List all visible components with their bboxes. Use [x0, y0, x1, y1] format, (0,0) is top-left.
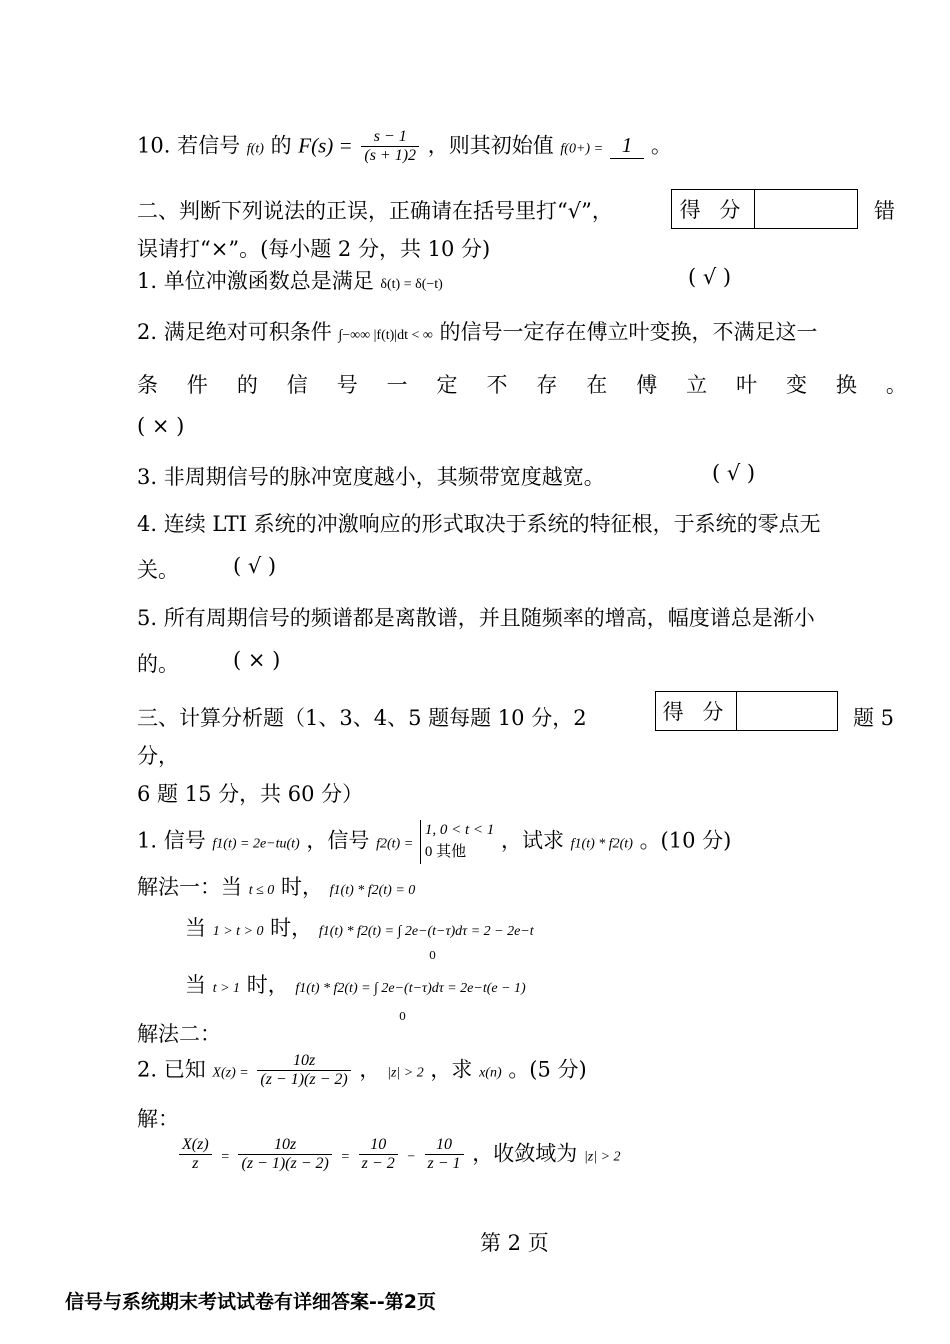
s2-char: 傅: [636, 373, 658, 397]
sol1-shi: 时，: [280, 875, 323, 899]
sol3-n2: 10: [359, 1136, 398, 1155]
sol1-line3: [185, 969, 526, 999]
q10-fraction: [361, 128, 419, 166]
s2-item-2-text: 2. 满足绝对可积条件: [137, 320, 332, 344]
section3-score-box: [655, 691, 838, 731]
sol1-when: 当: [185, 973, 206, 997]
s2-char: 变: [785, 373, 807, 397]
section3-title: 三、计算分析题（1、3、4、5 题每题 10 分，2: [137, 706, 587, 730]
p1-text: 1. 信号: [137, 828, 206, 853]
q10-den: (s + 1)2: [364, 147, 417, 165]
p2-den: (z − 1)(z − 2): [260, 1071, 348, 1089]
q10-num: s − 1: [361, 128, 419, 147]
s2-item-4-answer: ( √ ): [233, 554, 277, 578]
sol3-label: 解：: [137, 1107, 179, 1131]
section3-title-tail: 题 5: [853, 706, 895, 730]
q10-answer: 1: [610, 133, 645, 159]
s2-char: 在: [586, 373, 608, 397]
p1-case1: 1, 0 < t < 1: [424, 822, 495, 838]
s2-item-2-text-b: 的信号一定存在傅立叶变换，不满足这一: [439, 320, 818, 344]
s2-item-2-line2: [137, 369, 907, 399]
sol3-f1: [238, 1136, 331, 1174]
q10-end: 。: [650, 133, 672, 158]
page-number: 第 2 页: [480, 1231, 549, 1255]
q10-de: 的: [270, 133, 292, 158]
sol3-line: $\frac{X(z)}{z}$ = $\frac{10z}{(z - 1)(z - 2)}$ = $\frac{10}{z - 2}$ − $\frac{10}{z - 1}$ ，收敛域为 |z| > 2: [177, 1136, 621, 1174]
p1-conv: f1(t) * f2(t): [570, 836, 633, 852]
section2-title-line2: 误请打“×”。(每小题 2 分，共 10 分): [137, 237, 491, 261]
p1-text-b: ，信号: [306, 828, 370, 853]
p2-x: x(n): [479, 1065, 502, 1081]
sol3-f3: [425, 1136, 464, 1174]
s2-char: 叶: [736, 373, 758, 397]
sol1-label: 解法一：当: [137, 875, 242, 899]
section2-title: 二、判断下列说法的正误，正确请在括号里打“√”，: [137, 199, 613, 223]
s2-char: 件: [186, 373, 208, 397]
p1-text-d: 。(10 分): [639, 828, 732, 853]
question-10: [137, 128, 672, 166]
section3-title-line3: 6 题 15 分，共 60 分）: [137, 782, 364, 806]
p2-text-c: 。(5 分): [508, 1057, 587, 1082]
sol3-text: ，收敛域为: [472, 1141, 578, 1166]
sol3-d1: (z − 1)(z − 2): [241, 1155, 329, 1173]
sol1-cond0: t ≤ 0: [248, 883, 275, 898]
s2-char: 一: [386, 373, 408, 397]
p2-text-b: ，求: [430, 1057, 473, 1082]
sol3-d3: z − 1: [427, 1155, 461, 1173]
s2-item-4-text-b: 关。: [137, 558, 179, 582]
s2-char: 信: [286, 373, 308, 397]
sol3-f2: [359, 1136, 398, 1174]
s2-char: 条: [137, 373, 158, 397]
p1-f1: f1(t) = 2e−tu(t): [212, 836, 300, 852]
s2-char: 的: [236, 373, 258, 397]
sol1-lower-limit: 0: [429, 949, 436, 962]
score-label: 得 分: [656, 692, 737, 730]
s2-item-5-text-b: 的。: [137, 652, 179, 676]
s2-item-1-text: 1. 单位冲激函数总是满足: [137, 269, 374, 293]
s2-item-4-text: 4. 连续 LTI 系统的冲激响应的形式取决于系统的特征根，于系统的零点无: [137, 512, 821, 536]
section2-title-tail: 错: [874, 199, 895, 223]
q10-mid: ，则其初始值: [427, 133, 554, 158]
s2-item-3-text: 3. 非周期信号的脉冲宽度越小，其频带宽度越宽。: [137, 465, 605, 489]
score-cell: [737, 692, 837, 730]
s3-problem-1: [137, 820, 731, 864]
s2-item-1: [137, 265, 443, 295]
p1-text-c: ，试求: [500, 828, 564, 853]
s2-char: 不: [486, 373, 508, 397]
sol1-r2: f1(t) * f2(t) = ∫ 2e−(t−τ)dτ = 2e−t(e − 1): [295, 981, 526, 996]
sol3-n3: 10: [425, 1136, 464, 1155]
s2-item-5-answer: ( × ): [233, 648, 281, 672]
p2-fraction: [257, 1052, 350, 1090]
s2-item-2-answer: ( × ): [137, 414, 185, 438]
sol3-n1: 10z: [238, 1136, 331, 1155]
q10-text: 10. 若信号: [137, 133, 241, 158]
s2-char: 换: [835, 373, 857, 397]
sol3-lhs-num: X(z): [179, 1136, 212, 1155]
sol1-r1: f1(t) * f2(t) = ∫ 2e−(t−τ)dτ = 2 − 2e−t: [318, 924, 534, 939]
sol1-cond2: t > 1: [212, 981, 241, 996]
p2-num: 10z: [257, 1052, 350, 1071]
sol1-shi: 时，: [270, 916, 313, 940]
sol3-cond: |z| > 2: [583, 1149, 621, 1165]
s3-problem-2: 2. 已知 X(z) = $\frac{10z}{(z - 1)(z - 2)}$ ， |z| > 2 ，求 x(n) 。(5 分): [137, 1052, 587, 1089]
section2-score-box: [671, 189, 858, 229]
sol1-cond1: 1 > t > 0: [212, 924, 264, 939]
q10-f0: f(0+) =: [560, 141, 604, 157]
sol1-shi: 时，: [246, 973, 289, 997]
s2-item-2: [137, 316, 818, 346]
s2-item-1-formula: δ(t) = δ(−t): [380, 277, 443, 292]
sol3-d2: z − 2: [361, 1155, 395, 1173]
sol1-line2: [185, 912, 534, 942]
s2-item-5-text: 5. 所有周期信号的频谱都是离散谱，并且随频率的增高，幅度谱总是渐小: [137, 606, 815, 630]
s2-char: 存: [536, 373, 558, 397]
s2-item-3-answer: ( √ ): [712, 461, 756, 485]
q10-Fs: F(s) =: [298, 133, 353, 158]
section3-title-line2: 分，: [137, 744, 179, 768]
sol1-r0: f1(t) * f2(t) = 0: [329, 883, 416, 898]
p2-text: 2. 已知: [137, 1057, 206, 1082]
score-label: 得 分: [672, 190, 755, 228]
p2-X: X(z) =: [212, 1065, 249, 1081]
sol3-lhs: [179, 1136, 212, 1174]
s2-item-1-answer: ( √ ): [688, 265, 732, 289]
sol2-label: 解法二：: [137, 1022, 221, 1046]
sol1-lower-limit: 0: [399, 1010, 406, 1023]
p1-case2: 0 其他: [424, 843, 467, 860]
sol3-lhs-den: z: [192, 1155, 199, 1173]
s2-char: 定: [436, 373, 458, 397]
s2-item-2-formula: ∫−∞∞ |f(t)|dt < ∞: [338, 328, 433, 343]
p1-piecewise: [420, 820, 494, 864]
footer-title: 信号与系统期末考试试卷有详细答案--第2页: [65, 1291, 436, 1313]
p1-f2: f2(t) =: [376, 836, 414, 852]
s2-char: 立: [686, 373, 708, 397]
sol1-line1: [137, 871, 415, 901]
p2-cond: |z| > 2: [387, 1065, 424, 1081]
score-cell: [755, 190, 857, 228]
s2-char: 号: [336, 373, 358, 397]
sol1-when: 当: [185, 916, 206, 940]
s2-char: 。: [885, 373, 907, 397]
q10-signal: f(t): [246, 141, 264, 157]
